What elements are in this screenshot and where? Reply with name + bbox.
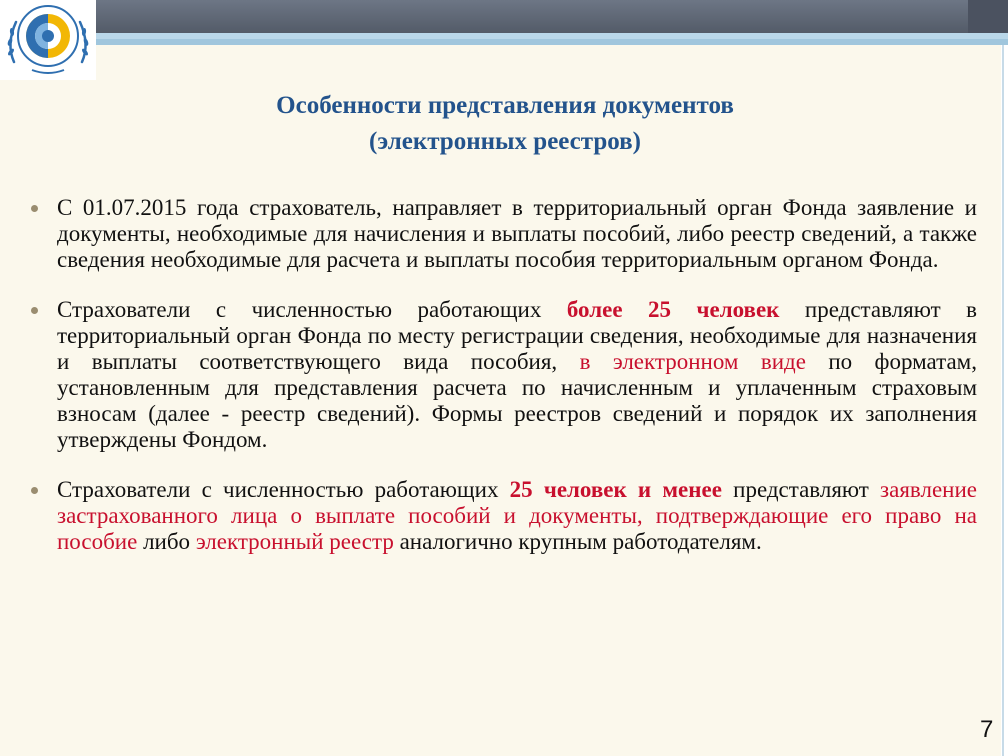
highlight-text: в электронном виде [579,349,806,374]
bullet-text: Страхователи с численностью работающих [57,297,567,322]
bullet-dot-icon [31,307,38,314]
header-bar-end [968,0,1008,33]
logo [0,0,96,80]
bullet-text: С 01.07.2015 года страхователь, направляет в территориальный орган Фонда заявление и документы, необходимые для начисления и выплаты пособий, либо реестр сведений, а также сведения необходимые для расчета и выплаты пособия территориальным органом Фонда. [57,195,977,272]
page-number: 7 [980,716,994,743]
bullet-text: Страхователи с численностью работающих [57,477,510,502]
right-border [1001,45,1008,756]
title-line-1: Особенности представления документов [276,92,734,119]
bullet-text: представляют [721,477,881,502]
header-bar [96,0,1008,33]
bullet-item [27,297,977,453]
highlight-text: заявление застрахованного лица о выплате пособий и документы, подтверждающие его право на пособие [57,477,977,554]
bullet-text: аналогично крупным работодателям. [393,529,762,554]
bullet-dot-icon [31,205,38,212]
bullet-item [27,477,977,555]
fss-emblem-icon [2,0,94,80]
bullet-item [27,195,977,273]
highlight-text: электронный реестр [195,529,394,554]
bullet-text: представляют в территориальный орган Фонда по месту регистрации сведения, необходимые для назначения и выплаты соответствующего вида пособия, [57,297,977,374]
bullet-list [27,195,977,579]
bullet-text: либо [137,529,196,554]
bullet-text: по форматам, установленным для представления расчета по начисленным и уплаченным страховым взносам (далее - реестр сведений). Формы реестров сведений и порядок их заполнения утверждены Фондом. [57,349,977,452]
highlight-text: более 25 человек [566,297,780,322]
header-stripe-dark [96,39,1008,45]
highlight-text: 25 человек и менее [509,477,722,502]
title-line-2: (электронных реестров) [369,128,641,155]
slide-title [120,88,890,160]
bullet-dot-icon [31,487,38,494]
